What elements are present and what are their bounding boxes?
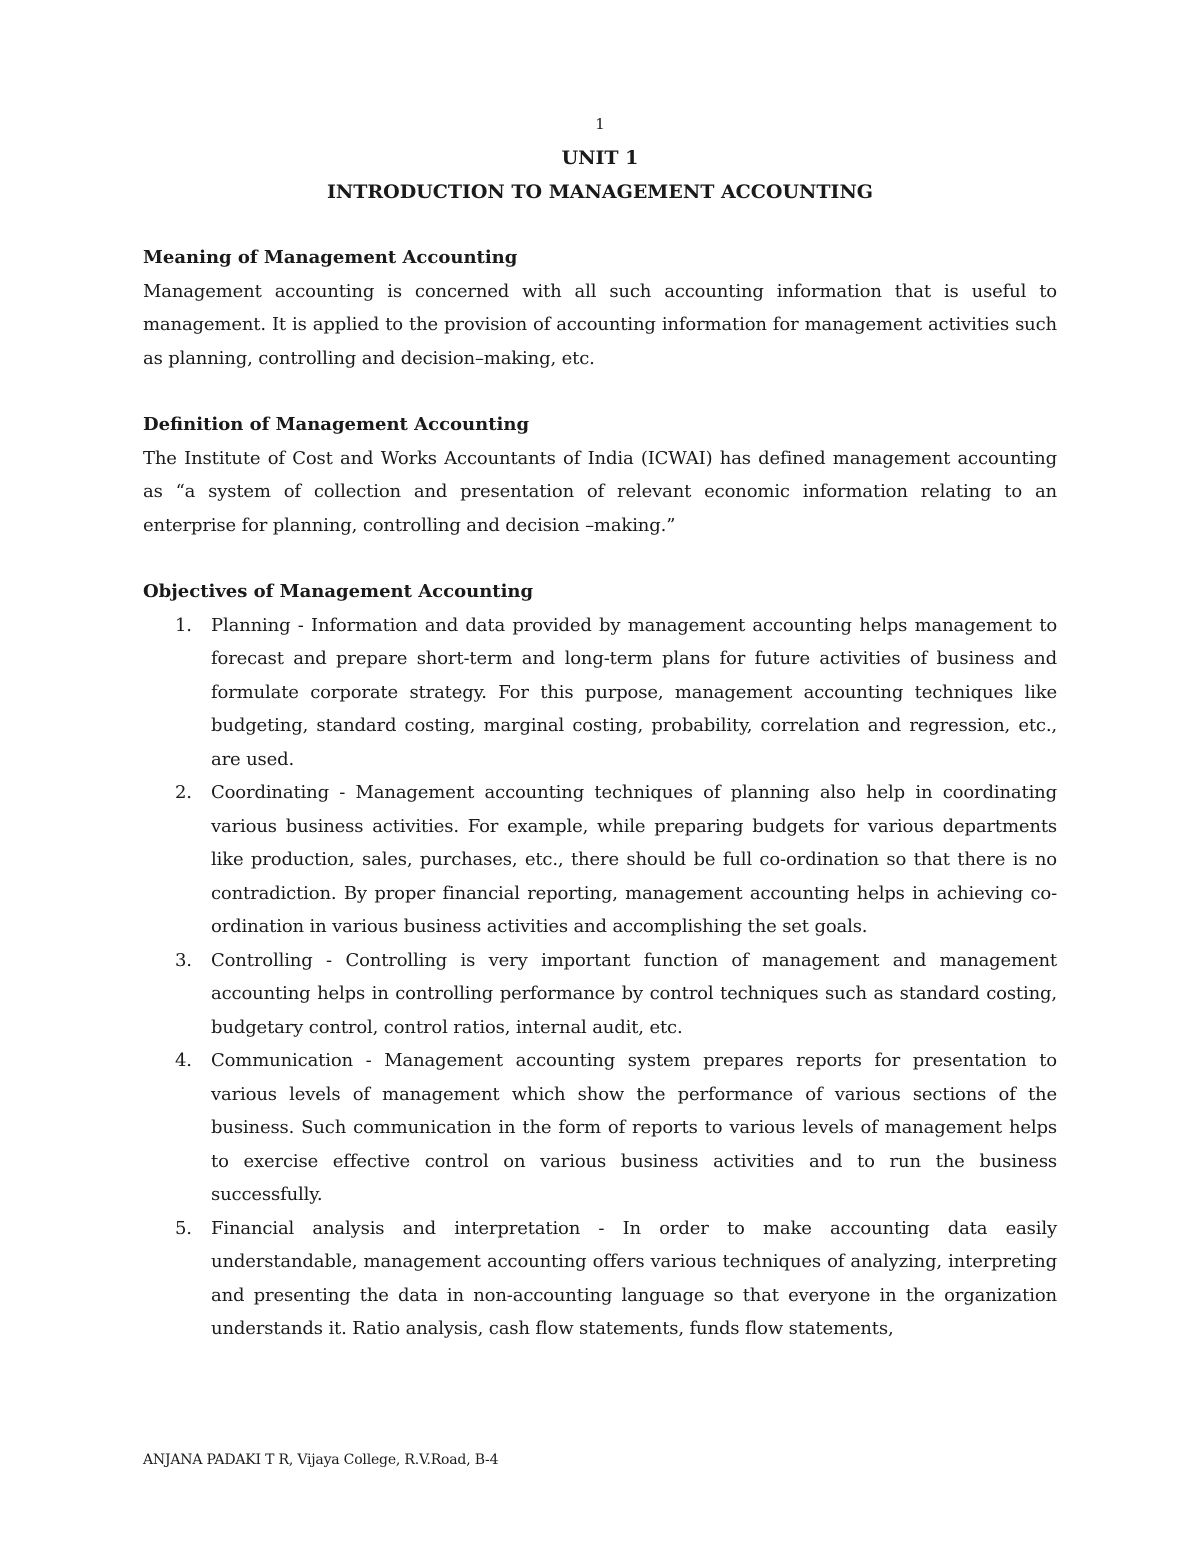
list-number: 3. xyxy=(175,949,192,971)
objectives-heading: Objectives of Management Accounting xyxy=(143,581,534,602)
objective-text: Planning - Information and data provided by management accounting helps management to forecast and prepare short-term and long-term plans for future activities of business and formulate corporate strategy. For this purpose, management accounting techniques like budgeting, standard costing, marginal costing, probability, correlation and regression, etc., are used. xyxy=(211,614,1057,770)
objective-item-communication xyxy=(143,1044,1057,1212)
page-footer: ANJANA PADAKI T R, Vijaya College, R.V.Road, B-4 xyxy=(143,1452,499,1468)
meaning-paragraph: Management accounting is concerned with all such accounting information that is useful to management. It is applied to the provision of accounting information for management activities such as planning, controlling and decision–making, etc. xyxy=(143,280,1057,369)
page-number: 1 xyxy=(595,115,605,133)
objective-item-controlling xyxy=(143,944,1057,1045)
objective-text: Coordinating - Management accounting techniques of planning also help in coordinating various business activities. For example, while preparing budgets for various departments like production, sales, purchases, etc., there should be full co-ordination so that there is no contradiction. By proper financial reporting, management accounting helps in achieving co-ordination in various business activities and accomplishing the set goals. xyxy=(211,782,1057,937)
definition-paragraph: The Institute of Cost and Works Accountants of India (ICWAI) has defined management accounting as “a system of collection and presentation of relevant economic information relating to an enterprise for planning, controlling and decision –making.” xyxy=(143,447,1057,536)
objectives-list xyxy=(143,609,1057,1346)
objective-item-coordinating xyxy=(143,776,1057,944)
list-number: 4. xyxy=(175,1050,192,1071)
chapter-title: INTRODUCTION TO MANAGEMENT ACCOUNTING xyxy=(326,181,874,203)
definition-section xyxy=(143,408,1057,542)
list-number: 2. xyxy=(175,782,192,803)
objectives-section xyxy=(143,575,1057,1346)
unit-title: UNIT 1 xyxy=(561,147,639,169)
meaning-heading: Meaning of Management Accounting xyxy=(143,247,518,268)
definition-heading: Definition of Management Accounting xyxy=(143,414,530,435)
objective-item-financial-analysis xyxy=(143,1212,1057,1346)
meaning-section xyxy=(143,241,1057,375)
list-number: 5. xyxy=(175,1217,192,1239)
objective-item-planning xyxy=(143,609,1057,777)
objective-text: Controlling - Controlling is very important function of management and management accounting helps in controlling performance by control techniques such as standard costing, budgetary control, control ratios, internal audit, etc. xyxy=(211,949,1057,1038)
objective-text: Financial analysis and interpretation - In order to make accounting data easily understandable, management accounting offers various techniques of analyzing, interpreting and presenting the data in non-accounting language so that everyone in the organization understands it. Ratio analysis, cash flow statements, funds flow statements, xyxy=(211,1217,1057,1339)
list-number: 1. xyxy=(175,614,192,636)
objective-text: Communication - Management accounting system prepares reports for presentation to various levels of management which show the performance of various sections of the business. Such communication in the form of reports to various levels of management helps to exercise effective control on various business activities and to run the business successfully. xyxy=(211,1050,1057,1205)
